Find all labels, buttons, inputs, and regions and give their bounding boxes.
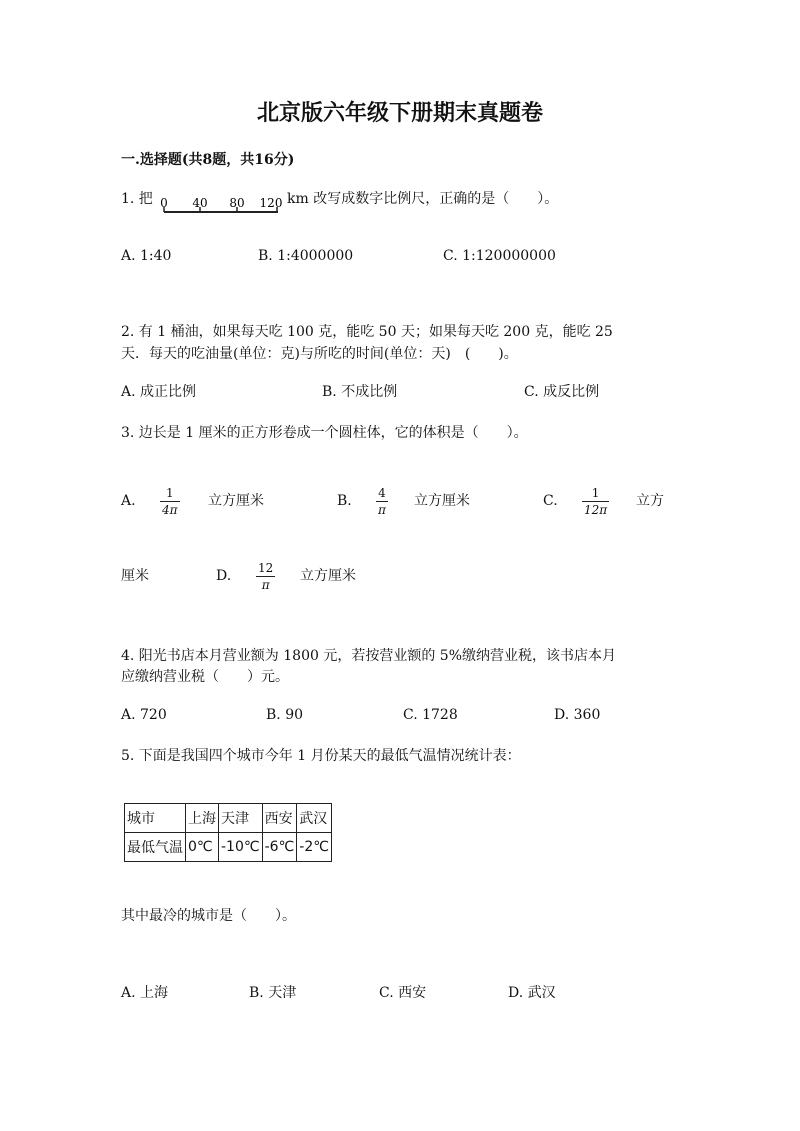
q4-option-b: B. 90 (266, 707, 304, 723)
scale-bar-graphic (160, 196, 282, 220)
q3-label-b: B. (337, 493, 352, 509)
fraction-numerator: 1 (591, 486, 600, 500)
table-cell: 上海 (186, 804, 219, 833)
q3-fraction-a (160, 486, 180, 517)
table-cell: -2℃ (297, 833, 332, 862)
q3-unit-d: 立方厘米 (300, 568, 356, 584)
q3-fraction-c (582, 486, 609, 517)
q5-option-d: D. 武汉 (508, 985, 556, 1001)
q5-option-c: C. 西安 (379, 985, 427, 1001)
q5-option-b: B. 天津 (249, 985, 297, 1001)
q2-option-b: B. 不成比例 (322, 384, 398, 400)
scale-tick-label: 80 (229, 196, 245, 210)
q4-option-c: C. 1728 (403, 707, 458, 723)
scale-tick-label: 120 (259, 196, 282, 210)
temperature-table (124, 803, 332, 862)
table-row (125, 833, 332, 862)
q4-option-a: A. 720 (121, 707, 167, 723)
fraction-denominator: π (378, 503, 386, 517)
q5-question: 其中最冷的城市是（ ）。 (121, 908, 296, 924)
table-cell: 天津 (219, 804, 263, 833)
fraction-denominator: 12π (584, 503, 608, 517)
fraction-numerator: 1 (165, 486, 174, 500)
q4-option-d: D. 360 (554, 707, 601, 723)
q3-unit-b: 立方厘米 (414, 493, 470, 509)
table-row (125, 804, 332, 833)
table-cell: -6℃ (262, 833, 297, 862)
q2-stem-line2: 天．每天的吃油量(单位：克)与所吃的时间(单位：天) ( )。 (121, 346, 518, 362)
q4-stem-line2: 应缴纳营业税（ ）元。 (121, 669, 289, 685)
q5-stem: 5. 下面是我国四个城市今年 1 月份某天的最低气温情况统计表： (121, 748, 521, 764)
fraction-bar (160, 501, 180, 502)
q1-suffix: km 改写成数字比例尺，正确的是（ ）。 (287, 191, 559, 207)
fraction-bar (582, 501, 609, 502)
q3-unit-c-part2: 厘米 (121, 568, 149, 584)
q1-option-b: B. 1:4000000 (258, 248, 354, 264)
q1-option-c: C. 1:120000000 (443, 248, 556, 264)
section-heading: 一.选择题(共8题，共16分) (121, 152, 295, 168)
q5-option-a: A. 上海 (121, 985, 169, 1001)
page-title: 北京版六年级下册期末真题卷 (256, 100, 543, 126)
q3-unit-a: 立方厘米 (208, 493, 264, 509)
q1-option-a: A. 1:40 (121, 248, 172, 264)
q3-fraction-d (256, 561, 275, 592)
table-cell: -10℃ (219, 833, 263, 862)
q2-stem-line1: 2. 有 1 桶油，如果每天吃 100 克，能吃 50 天；如果每天吃 200 克，能吃 25 (121, 324, 613, 340)
fraction-bar (376, 501, 388, 502)
table-cell: 西安 (262, 804, 297, 833)
q4-stem-line1: 4. 阳光书店本月营业额为 1800 元，若按营业额的 5%缴纳营业税，该书店本月 (121, 648, 616, 664)
fraction-bar (256, 576, 275, 577)
table-cell: 最低气温 (125, 833, 186, 862)
q3-label-d: D. (216, 568, 232, 584)
q2-option-c: C. 成反比例 (524, 384, 600, 400)
q3-fraction-b (376, 486, 388, 517)
q3-stem: 3. 边长是 1 厘米的正方形卷成一个圆柱体，它的体积是（ ）。 (121, 425, 528, 441)
table-cell: 0℃ (186, 833, 219, 862)
q3-label-a: A. (121, 493, 136, 509)
q3-unit-c-part1: 立方 (636, 493, 664, 509)
scale-tick-label: 0 (160, 196, 168, 210)
table-cell: 城市 (125, 804, 186, 833)
fraction-numerator: 12 (258, 561, 274, 575)
table-cell: 武汉 (297, 804, 332, 833)
q3-label-c: C. (543, 493, 558, 509)
fraction-denominator: π (261, 578, 270, 592)
q2-option-a: A. 成正比例 (121, 384, 197, 400)
q1-scale-bar (160, 196, 282, 224)
fraction-denominator: 4π (162, 503, 178, 517)
scale-tick-label: 40 (192, 196, 208, 210)
q1-prefix: 1. 把 (121, 191, 153, 207)
fraction-numerator: 4 (378, 486, 386, 500)
